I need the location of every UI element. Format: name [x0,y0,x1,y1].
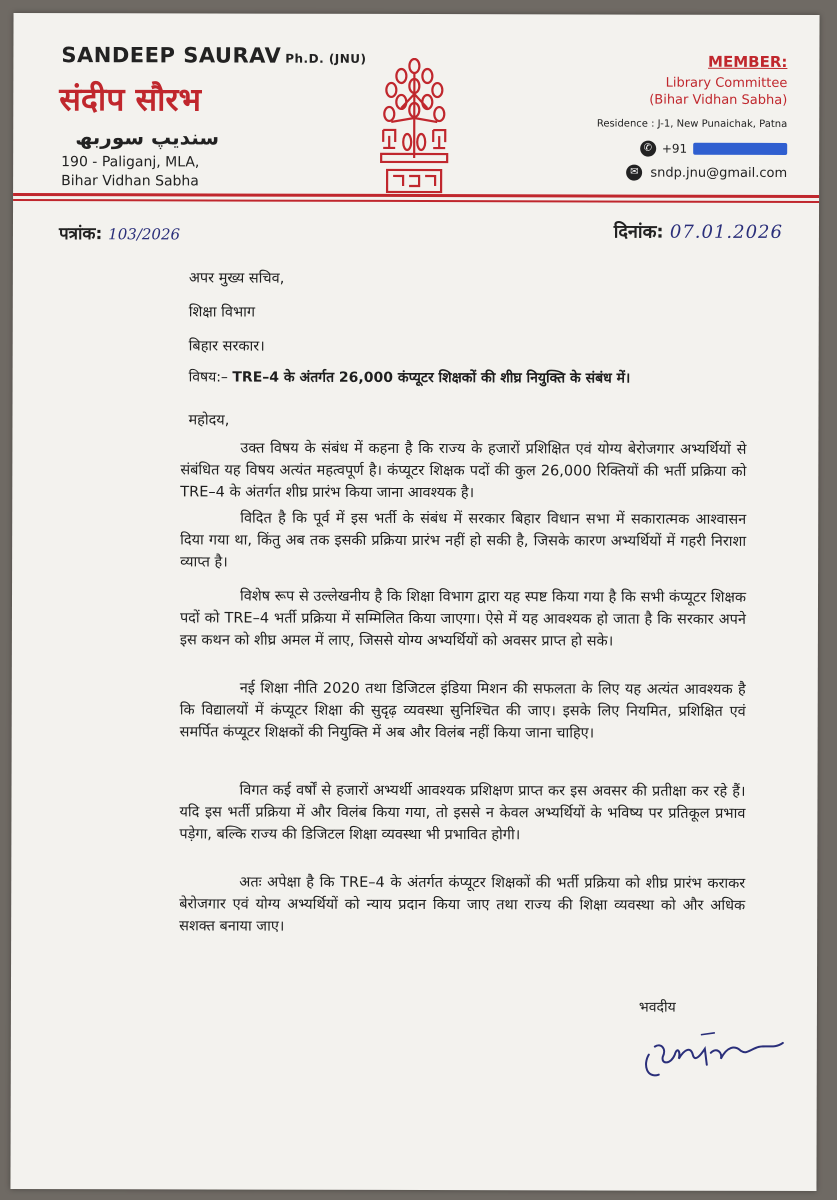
handwritten-signature [641,1025,791,1085]
sender-name-text: SANDEEP SAURAV [61,43,282,68]
phone-icon: ✆ [640,141,656,157]
committee-name: Library Committee [665,75,788,91]
recipient-line: अपर मुख्य सचिव, [188,270,285,287]
header-divider-thin [13,199,819,203]
letter-date [614,220,783,244]
sender-name-urdu: سندیپ سوربھ [75,125,220,150]
body-paragraph: नई शिक्षा नीति 2020 तथा डिजिटल इंडिया मिशन की सफलता के लिए यह अत्यंत आवश्यक है कि विद्यालयों में कंप्यूटर शिक्षा की सुदृढ़ व्यवस्था सुनिश्चित की जाए। इसके लिए नियमित, प्रशिक्षित एवं समर्पित कंप्यूटर शिक्षकों की नियुक्ति में अब और विलंब नहीं किया जाना चाहिए। [179,680,746,742]
phone-number-redaction [693,143,787,155]
constituency-line: 190 - Paliganj, MLA, [61,154,200,171]
constituency-block [61,153,199,191]
residence-address: Residence : J-1, New Punaichak, Patna [596,118,788,130]
sender-name-english [61,43,366,68]
party-emblem-logo [379,58,449,196]
body-paragraph: उक्त विषय के संबंध में कहना है कि राज्य के हजारों प्रशिक्षित एवं योग्य बेरोजगार अभ्यर्थियों से संबंधित यह विषय अत्यंत महत्वपूर्ण है। कंप्यूटर शिक्षक पदों की कुल 26,000 रिक्तियों की भर्ती प्रक्रिया को TRE–4 के अंतर्गत शीघ्र प्रारंभ किया जाना आवश्यक है। [180,440,747,502]
phone-row [640,141,787,157]
email-row [626,165,787,181]
closing: भवदीय [638,999,676,1016]
subject-line [189,367,631,387]
body-paragraph: विशेष रूप से उल्लेखनीय है कि शिक्षा विभाग द्वारा यह स्पष्ट किया गया है कि सभी कंप्यूटर शिक्षक पदों को TRE–4 भर्ती प्रक्रिया में सम्मिलित किया जाएगा। ऐसे में यह आवश्यक हो जाता है कि सरकार अपने इस कथन को शीघ्र अमल में लाए, जिससे योग्य अभ्यर्थियों को अवसर प्राप्त हो सके। [179,588,747,650]
sender-name-hindi: संदीप सौरभ [59,80,202,119]
letter-paper [10,13,819,1191]
reference-value: 103/2026 [108,225,181,244]
body-paragraph: विदित है कि पूर्व में इस भर्ती के संबंध में सरकार बिहार विधान सभा में सकारात्मक आश्वासन दिया गया था, किंतु अब तक इसकी प्रक्रिया प्रारंभ नहीं हो सकी है, जिसके कारण अभ्यर्थियों में गहरी निराशा व्याप्त है। [180,510,747,571]
recipient-line: शिक्षा विभाग [188,304,256,321]
member-heading: MEMBER: [708,52,788,71]
subject-text: TRE–4 के अंतर्गत 26,000 कंप्यूटर शिक्षकों की शीघ्र नियुक्ति के संबंध में। [232,369,631,387]
subject-label: विषय:– [188,369,228,386]
reference-label: पत्रांक: [58,224,103,245]
date-label: दिनांक: [613,221,664,243]
header-divider-thick [13,193,819,198]
date-value: 07.01.2026 [669,221,783,243]
email-address[interactable]: sndp.jnu@gmail.com [650,165,788,181]
committee-body: (Bihar Vidhan Sabha) [649,92,788,108]
email-icon: ✉ [626,165,642,181]
phone-prefix: +91 [661,141,688,156]
reference-number [59,221,180,244]
salutation: महोदय, [188,412,230,429]
recipient-line: बिहार सरकार। [188,338,265,355]
member-committee [649,75,787,109]
assembly-line: Bihar Vidhan Sabha [61,173,199,190]
body-paragraph: अतः अपेक्षा है कि TRE–4 के अंतर्गत कंप्यूटर शिक्षकों की भर्ती प्रक्रिया को शीघ्र प्रारंभ कराकर बेरोजगार एवं योग्य अभ्यर्थियों को न्याय प्रदान किया जाए तथा राज्य की शिक्षा व्यवस्था को और अधिक सशक्त बनाया जाए। [179,874,746,935]
sender-degree: Ph.D. (JNU) [285,51,367,66]
body-paragraph: विगत कई वर्षों से हजारों अभ्यर्थी आवश्यक प्रशिक्षण प्राप्त कर इस अवसर की प्रतीक्षा कर रहे हैं। यदि इस भर्ती प्रक्रिया में और विलंब किया गया, तो इससे न केवल अभ्यर्थियों के भविष्य पर प्रतिकूल प्रभाव पड़ेगा, बल्कि राज्य की डिजिटल शिक्षा व्यवस्था भी प्रभावित होगी। [179,782,746,844]
